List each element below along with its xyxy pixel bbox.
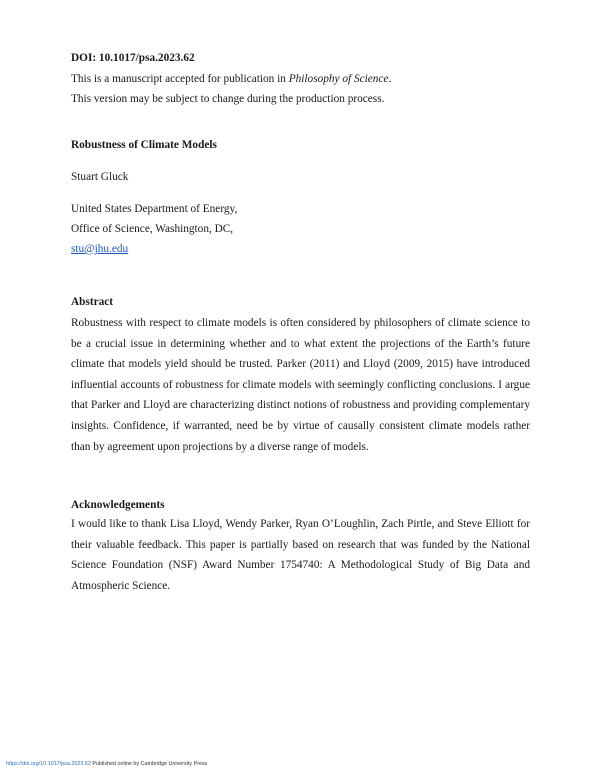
paper-title: Robustness of Climate Models bbox=[71, 139, 217, 151]
accepted-prefix: This is a manuscript accepted for publication in bbox=[71, 73, 289, 85]
author-name: Stuart Gluck bbox=[71, 171, 129, 183]
affiliation-line-2: Office of Science, Washington, DC, bbox=[71, 223, 234, 235]
affiliation-line-1: United States Department of Energy, bbox=[71, 203, 238, 215]
accepted-note bbox=[71, 73, 391, 85]
journal-name: Philosophy of Science bbox=[288, 73, 389, 85]
acknowledgements-text: I would like to thank Lisa Lloyd, Wendy Parker, Ryan O’Loughlin, Zach Pirtle, and Steve Elliott for their valuable feedback. This paper is partially based on research that was funded by the National Science Foundation (NSF) Award Number 1754740: A Methodological Study of Big Data and Atmospheric Science. bbox=[71, 518, 530, 592]
abstract-text: Robustness with respect to climate models is often considered by philosophers of climate science to be a crucial issue in determining whether and to what extent the projections of the Earth’s future climate that models yield should be trusted. Parker (2011) and Lloyd (2009, 2015) have introduced influential accounts of robustness for climate models with seemingly conflicting conclusions. I argue that Parker and Lloyd are characterizing distinct notions of robustness and providing complementary insights. Confidence, if warranted, need be by virtue of causally consistent climate models rather than by agreement upon projections by a diverse range of models. bbox=[71, 317, 530, 453]
footer-publisher: Published online by Cambridge University Press bbox=[90, 761, 208, 767]
version-note: This version may be subject to change during the production process. bbox=[71, 93, 385, 105]
footer-doi-link[interactable]: https://doi.org/10.1017/psa.2023.62 bbox=[6, 761, 91, 767]
acknowledgements-heading: Acknowledgements bbox=[71, 499, 165, 511]
page-footer bbox=[6, 761, 207, 767]
accepted-suffix: . bbox=[388, 73, 392, 85]
doi-line: DOI: 10.1017/psa.2023.62 bbox=[71, 52, 195, 64]
author-email-link[interactable]: stu@jhu.edu bbox=[71, 243, 129, 255]
abstract-heading: Abstract bbox=[71, 296, 114, 308]
